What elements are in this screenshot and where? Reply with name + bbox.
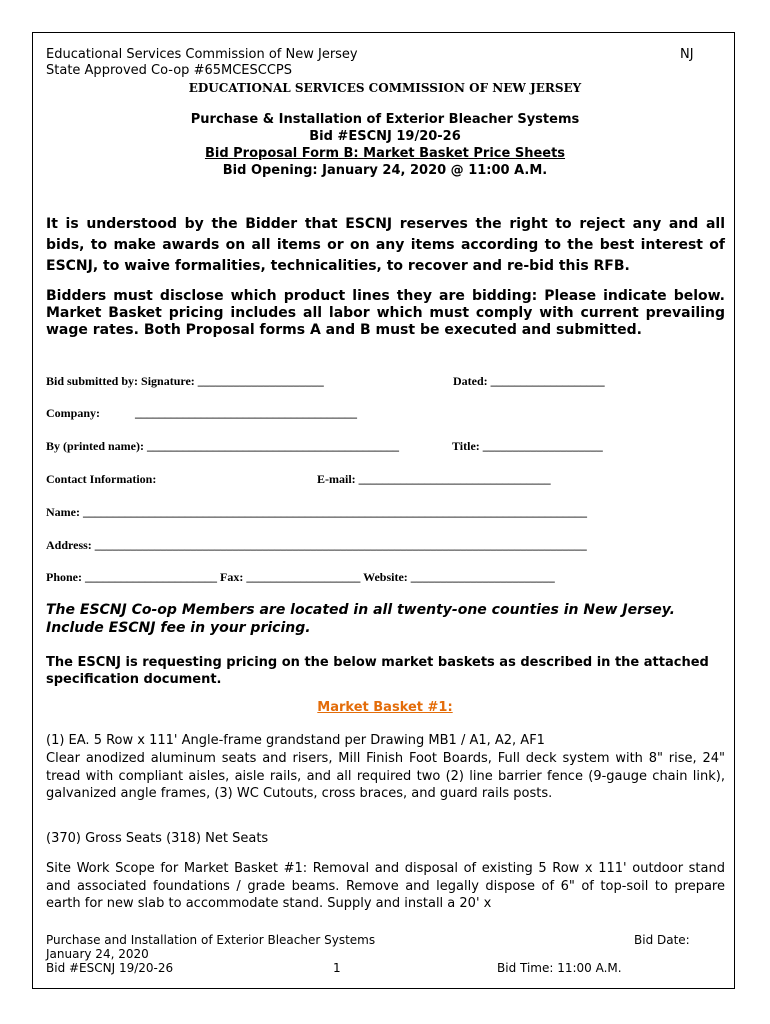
- address-field[interactable]: Address: __________________________________________________________________________________: [46, 538, 587, 552]
- org-line: Educational Services Commission of New Jersey: [46, 47, 358, 62]
- dated-field[interactable]: Dated: ___________________: [453, 374, 605, 388]
- title-line-2: Bid #ESCNJ 19/20-26: [309, 129, 461, 144]
- serif-title: EDUCATIONAL SERVICES COMMISSION OF NEW JERSEY: [188, 81, 582, 95]
- basket-seats: (370) Gross Seats (318) Net Seats: [46, 831, 269, 846]
- footer-title: Purchase and Installation of Exterior Bleacher Systems: [46, 933, 376, 947]
- basket-item-line: (1) EA. 5 Row x 111' Angle-frame grandstand per Drawing MB1 / A1, A2, AF1: [46, 733, 545, 748]
- name-field[interactable]: Name: ____________________________________________________________________________________: [46, 505, 587, 519]
- page-number: 1: [333, 961, 341, 975]
- reserve-paragraph: It is understood by the Bidder that ESCNJ reserves the right to reject any and all bids, to make awards on all items or on any items according to the best interest of ESCNJ, to waive formalities, technicalities, to recover and re-bid this RFB.: [46, 216, 725, 274]
- phone-fax-website-field[interactable]: Phone: ______________________ Fax: ___________________ Website: ________________________: [46, 570, 555, 584]
- title-field[interactable]: Title: ____________________: [452, 439, 603, 453]
- members-note-line-2: Include ESCNJ fee in your pricing.: [46, 620, 311, 636]
- site-work-scope: Site Work Scope for Market Basket #1: Removal and disposal of existing 5 Row x 111' outdoor stand and associated foundations / grade beams. Remove and legally dispose of 6" of top-soil to prepare earth for new slab to accommodate stand. Supply and install a 20' x: [46, 861, 725, 911]
- contact-label: Contact Information:: [46, 472, 157, 486]
- title-line-1: Purchase & Installation of Exterior Bleacher Systems: [190, 112, 580, 127]
- coop-line: State Approved Co-op #65MCESCCPS: [46, 63, 293, 78]
- footer-bid-number: Bid #ESCNJ 19/20-26: [46, 961, 174, 975]
- members-note-line-1: The ESCNJ Co-op Members are located in all twenty-one counties in New Jersey.: [46, 602, 675, 618]
- company-field[interactable]: _____________________________________: [135, 406, 357, 420]
- state-label: NJ: [680, 47, 694, 62]
- printed-name-field[interactable]: By (printed name): __________________________________________: [46, 439, 399, 453]
- basket-item-description: Clear anodized aluminum seats and risers, Mill Finish Foot Boards, Full deck system with 8" rise, 24" tread with compliant aisles, aisle rails, and all required two (2) line barrier fence (9-gauge chain link), galvanized angle frames, (3) WC Cutouts, cross braces, and guard rails posts.: [46, 751, 725, 801]
- title-line-4: Bid Opening: January 24, 2020 @ 11:00 A.M.: [222, 163, 548, 178]
- request-note: The ESCNJ is requesting pricing on the below market baskets as described in the attached specification document.: [46, 655, 709, 687]
- company-label: Company:: [46, 406, 101, 420]
- footer-bid-date: Bid Date:: [634, 933, 690, 947]
- disclose-paragraph: Bidders must disclose which product lines they are bidding: Please indicate below. Market Basket pricing includes all labor which must comply with current prevailing wage rates. Both Proposal forms A and B must be executed and submitted.: [46, 288, 725, 338]
- footer-bid-time: Bid Time: 11:00 A.M.: [497, 961, 622, 975]
- email-field[interactable]: E-mail: ________________________________: [317, 472, 551, 486]
- title-line-3: Bid Proposal Form B: Market Basket Price Sheets: [204, 146, 566, 161]
- signature-field[interactable]: Bid submitted by: Signature: _____________________: [46, 374, 324, 388]
- market-basket-heading: Market Basket #1:: [317, 700, 453, 715]
- footer-date: January 24, 2020: [46, 947, 149, 961]
